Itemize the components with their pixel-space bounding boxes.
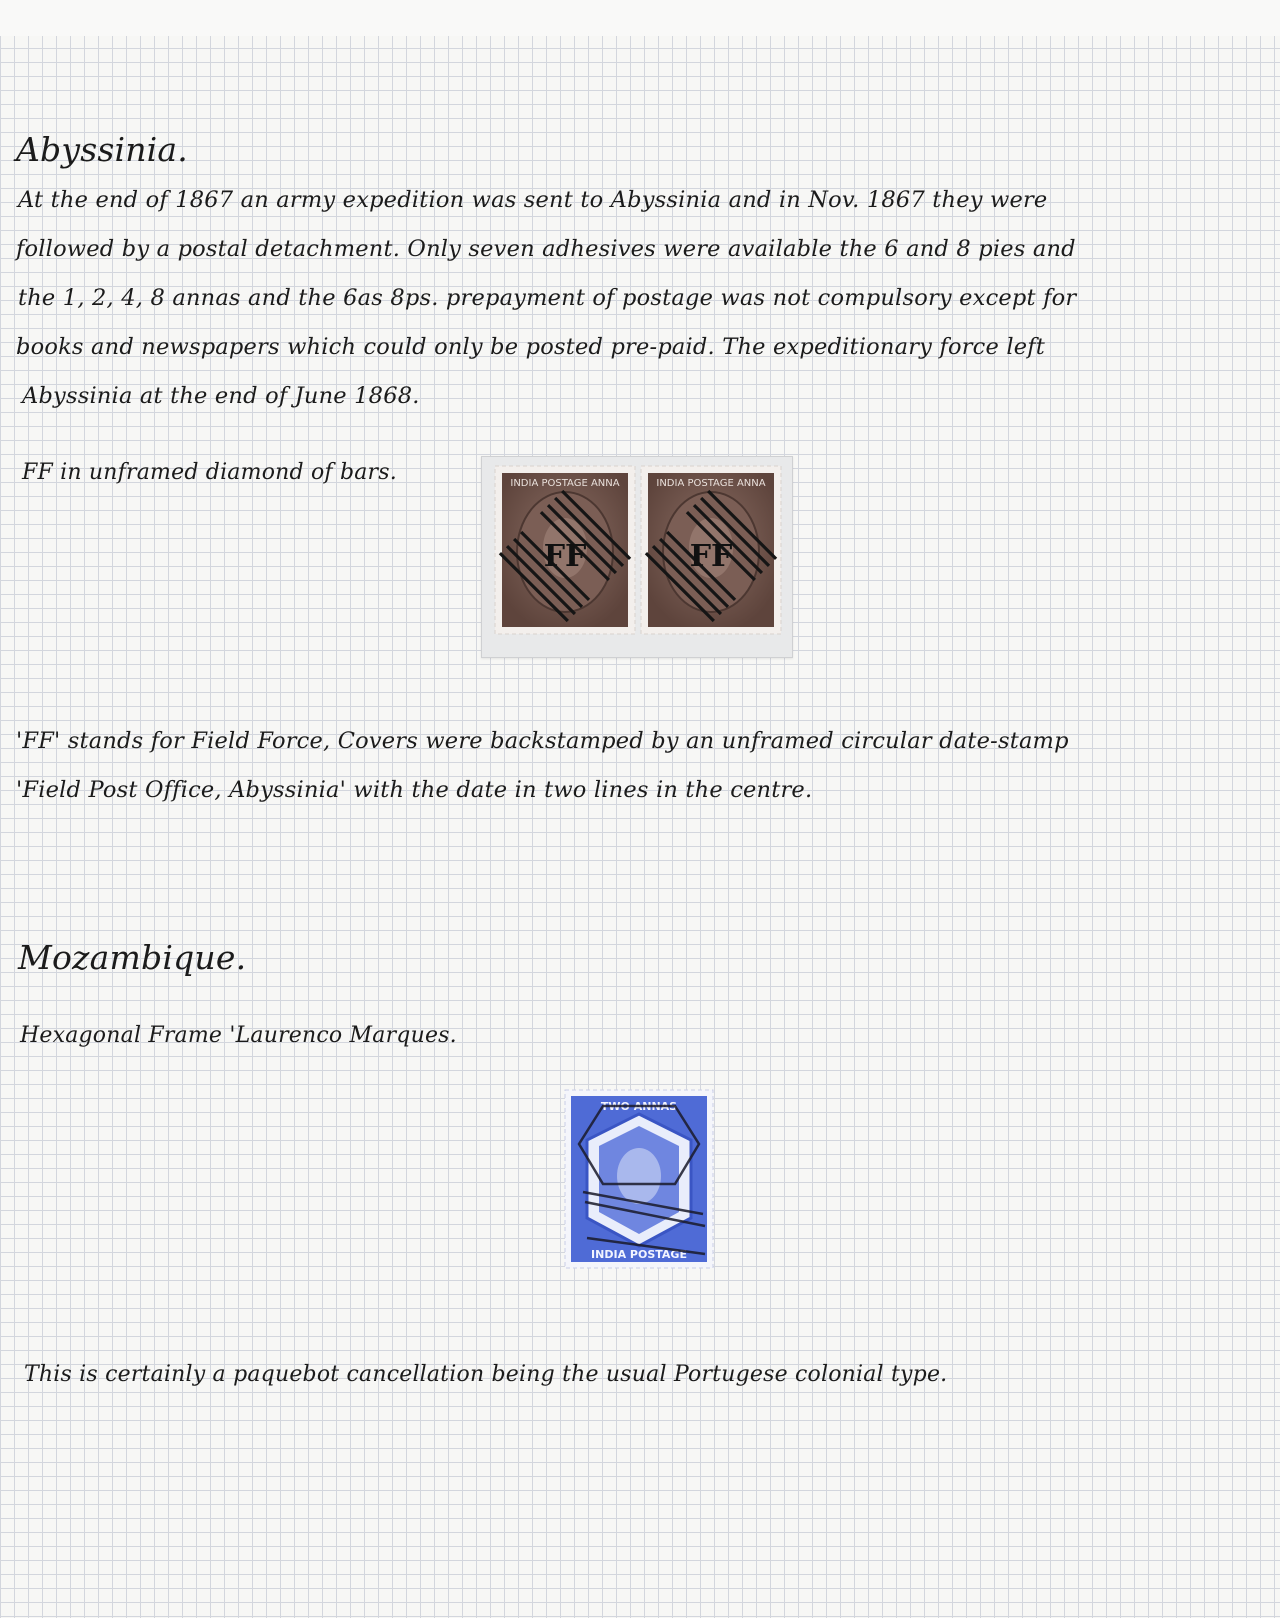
blue-stamp-bottom-label: INDIA POSTAGE: [591, 1248, 687, 1261]
stamp-right-legend: INDIA POSTAGE ANNA: [656, 478, 766, 489]
ff-caption: FF in unframed diamond of bars.: [22, 460, 397, 485]
ff-note-line-1: 'FF' stands for Field Force, Covers were backstamped by an unframed circular date-stamp: [16, 728, 1069, 754]
abyssinia-paragraph-line-1: At the end of 1867 an army expedition was sent to Abyssinia and in Nov. 1867 they were: [18, 187, 1048, 213]
abyssinia-paragraph-line-4: books and newspapers which could only be posted pre-paid. The expeditionary force left: [16, 334, 1046, 360]
stamp-left-legend: INDIA POSTAGE ANNA: [510, 478, 620, 489]
abyssinia-paragraph-line-5: Abyssinia at the end of June 1868.: [22, 383, 420, 409]
ff-note-line-2: 'Field Post Office, Abyssinia' with the date in two lines in the centre.: [16, 777, 813, 803]
blue-stamp: [563, 1088, 715, 1270]
stamp-pair-mount: [481, 456, 793, 658]
paquebot-note: This is certainly a paquebot cancellation being the usual Portugese colonial type.: [24, 1362, 948, 1387]
brown-stamp-left: [493, 464, 637, 636]
blue-stamp-top-label: TWO ANNAS: [600, 1100, 678, 1113]
cancel-ff-right: FF: [689, 539, 733, 574]
abyssinia-paragraph-line-2: followed by a postal detachment. Only seven adhesives were available the 6 and 8 pies and: [16, 236, 1076, 262]
abyssinia-heading: Abyssinia.: [16, 130, 188, 169]
mozambique-heading: Mozambique.: [18, 938, 247, 977]
brown-stamp-right: [639, 464, 783, 636]
abyssinia-paragraph-line-3: the 1, 2, 4, 8 annas and the 6as 8ps. prepayment of postage was not compulsory except for: [18, 285, 1077, 311]
hexagonal-frame-caption: Hexagonal Frame 'Laurenco Marques.: [20, 1023, 457, 1048]
cancel-ff-left: FF: [543, 539, 587, 574]
